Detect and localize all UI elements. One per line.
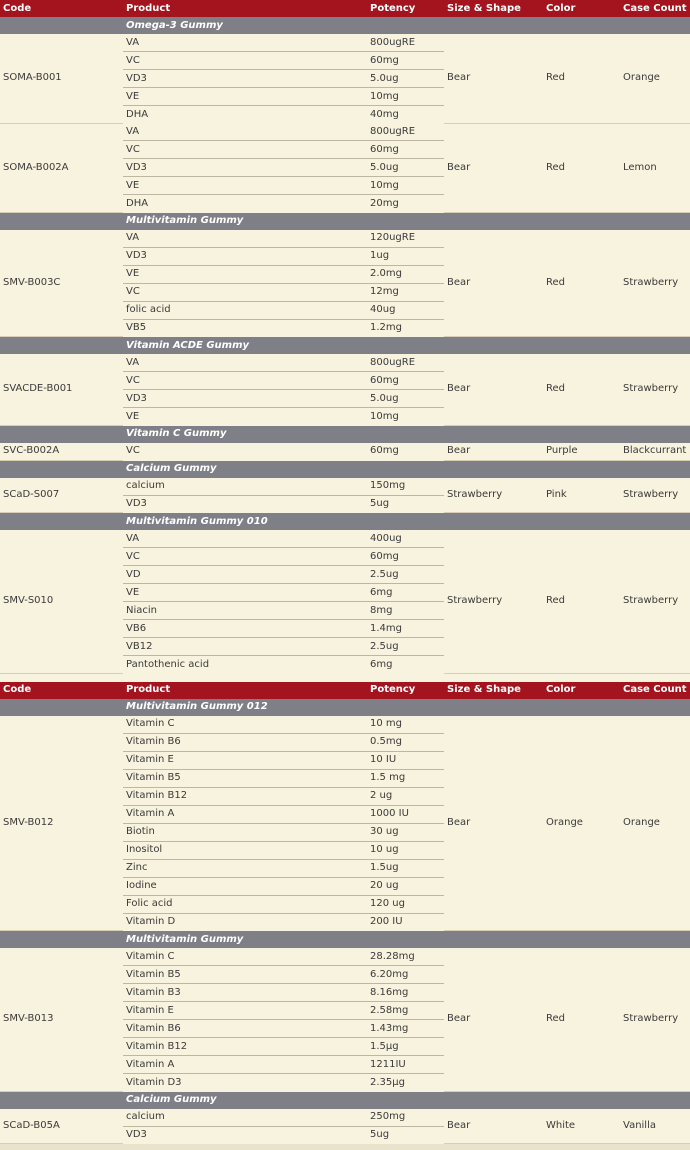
potency-value: 1211IU <box>367 1056 444 1074</box>
ingredient-name: VC <box>126 445 140 457</box>
section-spacer <box>0 931 123 949</box>
ingredient-name: Inositol <box>123 841 367 859</box>
case-count: Orange <box>620 34 690 123</box>
potency-value: 2.5ug <box>367 566 444 584</box>
ingredient-name: VD3 <box>126 498 147 509</box>
header-size-shape: Size & Shape <box>444 0 543 17</box>
ingredient-name: VB6 <box>123 620 367 638</box>
ingredient-name: VC <box>123 141 367 159</box>
ingredient-name: Vitamin E <box>123 1002 367 1020</box>
potency-value: 5.0ug <box>367 70 444 88</box>
table-row <box>0 34 690 52</box>
table-row <box>0 530 690 548</box>
ingredient-name: calcium <box>123 478 367 496</box>
header-potency: Potency <box>367 682 444 699</box>
potency-value: 0.5mg <box>367 733 444 751</box>
header-case-count: Case Count <box>620 0 690 17</box>
potency-value: 10 mg <box>367 716 444 734</box>
potency-value: 1.5μg <box>367 1038 444 1056</box>
potency-value: 6mg <box>367 584 444 602</box>
product-code: SCaD-S007 <box>0 478 123 513</box>
header-row <box>0 0 690 17</box>
ingredient-name: VE <box>126 410 140 422</box>
potency-value: 30 ug <box>367 823 444 841</box>
size-shape: Bear <box>444 1109 543 1144</box>
section-title: Multivitamin Gummy 010 <box>123 513 690 531</box>
table-row <box>0 948 690 966</box>
ingredient-name: VC <box>123 52 367 70</box>
size-shape: Bear <box>444 34 543 123</box>
table-row <box>0 1109 690 1127</box>
header-product: Product <box>123 0 367 17</box>
ingredient-name: VA <box>123 230 367 248</box>
section-title: Calcium Gummy <box>123 1091 690 1109</box>
potency-value: 5ug <box>370 1129 390 1140</box>
ingredient-name: DHA <box>126 197 149 209</box>
header-product: Product <box>123 682 367 699</box>
potency-value: 800ugRE <box>367 34 444 52</box>
potency-value: 5.0ug <box>367 159 444 177</box>
ingredient-name: DHA <box>126 108 149 120</box>
table-gap <box>0 674 690 682</box>
potency-value: 60mg <box>367 372 444 390</box>
ingredient-name: VD3 <box>123 159 367 177</box>
potency-value: 6.20mg <box>367 966 444 984</box>
potency-value: 2.5ug <box>367 638 444 656</box>
potency-value: 150mg <box>367 478 444 496</box>
spec-table <box>0 682 690 1145</box>
section-spacer <box>0 17 123 34</box>
section-title: Multivitamin Gummy 012 <box>123 699 690 716</box>
product-code: SOMA-B002A <box>0 123 123 212</box>
potency-value: 20mg <box>370 197 399 209</box>
ingredient-name: Vitamin B6 <box>123 1020 367 1038</box>
ingredient-name: Folic acid <box>123 895 367 913</box>
potency-value: 10mg <box>367 88 444 106</box>
potency-value: 200 IU <box>370 916 403 927</box>
ingredient-name: Vitamin A <box>123 805 367 823</box>
potency-value: 800ugRE <box>367 123 444 141</box>
potency-value: 40ug <box>367 301 444 319</box>
gummy-color: Red <box>543 354 620 425</box>
potency-value: 120 ug <box>367 895 444 913</box>
potency-value: 1000 IU <box>367 805 444 823</box>
section-title: Vitamin ACDE Gummy <box>123 337 690 355</box>
section-title: Omega-3 Gummy <box>123 17 690 34</box>
potency-value: 120ugRE <box>367 230 444 248</box>
section-row <box>0 699 690 716</box>
section-spacer <box>0 212 123 230</box>
potency-value: 1.5ug <box>367 859 444 877</box>
section-spacer <box>0 699 123 716</box>
product-code: SMV-S010 <box>0 530 123 673</box>
case-count: Strawberry <box>620 530 690 673</box>
potency-value: 40mg <box>370 108 399 120</box>
section-row <box>0 931 690 949</box>
ingredient-name: Niacin <box>123 602 367 620</box>
gummy-color: Red <box>543 230 620 337</box>
section-title: Vitamin C Gummy <box>123 425 690 443</box>
ingredient-name: Vitamin C <box>123 948 367 966</box>
case-count: Strawberry <box>620 354 690 425</box>
gummy-color: Purple <box>543 443 620 461</box>
section-row <box>0 460 690 478</box>
header-code: Code <box>0 0 123 17</box>
potency-value: 1.5 mg <box>367 769 444 787</box>
table-row <box>0 230 690 248</box>
header-row <box>0 682 690 699</box>
size-shape: Bear <box>444 354 543 425</box>
potency-value: 2.58mg <box>367 1002 444 1020</box>
potency-value: 1.2mg <box>370 322 402 333</box>
ingredient-name: Vitamin B6 <box>123 733 367 751</box>
table-row <box>0 716 690 734</box>
ingredient-name: Vitamin E <box>123 751 367 769</box>
potency-value: 400ug <box>367 530 444 548</box>
section-row <box>0 212 690 230</box>
ingredient-name: Vitamin B3 <box>123 984 367 1002</box>
section-title: Multivitamin Gummy <box>123 931 690 949</box>
potency-value: 6mg <box>370 658 393 670</box>
ingredient-name: VD <box>123 566 367 584</box>
potency-value: 10mg <box>370 410 399 422</box>
size-shape: Bear <box>444 443 543 461</box>
section-title: Multivitamin Gummy <box>123 212 690 230</box>
potency-value: 8.16mg <box>367 984 444 1002</box>
product-code: SVACDE-B001 <box>0 354 123 425</box>
gummy-color: Red <box>543 948 620 1091</box>
ingredient-name: VE <box>123 265 367 283</box>
potency-value: 20 ug <box>367 877 444 895</box>
gummy-color: White <box>543 1109 620 1144</box>
case-count: Orange <box>620 716 690 931</box>
potency-value: 60mg <box>367 141 444 159</box>
header-code: Code <box>0 682 123 699</box>
table-row <box>0 354 690 372</box>
product-code: SMV-B012 <box>0 716 123 931</box>
size-shape: Strawberry <box>444 530 543 673</box>
potency-value: 60mg <box>367 548 444 566</box>
table-row <box>0 478 690 496</box>
potency-value: 10mg <box>367 177 444 195</box>
case-count: Lemon <box>620 123 690 212</box>
ingredient-name: Zinc <box>123 859 367 877</box>
ingredient-name: Vitamin D3 <box>126 1076 182 1088</box>
ingredient-name: VA <box>123 530 367 548</box>
ingredient-name: folic acid <box>123 301 367 319</box>
potency-value: 1.4mg <box>367 620 444 638</box>
table-row <box>0 443 690 461</box>
section-spacer <box>0 460 123 478</box>
ingredient-name: Vitamin B5 <box>123 966 367 984</box>
ingredient-name: Vitamin C <box>123 716 367 734</box>
ingredient-name: VE <box>123 88 367 106</box>
product-code: SVC-B002A <box>0 443 123 461</box>
ingredient-name: Vitamin B12 <box>123 1038 367 1056</box>
potency-value: 60mg <box>370 445 399 457</box>
section-spacer <box>0 425 123 443</box>
gummy-color: Red <box>543 34 620 123</box>
header-size-shape: Size & Shape <box>444 682 543 699</box>
ingredient-name: VD3 <box>123 70 367 88</box>
potency-value: 28.28mg <box>367 948 444 966</box>
header-potency: Potency <box>367 0 444 17</box>
case-count: Strawberry <box>620 230 690 337</box>
gummy-color: Red <box>543 123 620 212</box>
ingredient-name: Iodine <box>123 877 367 895</box>
ingredient-name: VC <box>123 548 367 566</box>
size-shape: Bear <box>444 230 543 337</box>
size-shape: Bear <box>444 716 543 931</box>
product-code: SOMA-B001 <box>0 34 123 123</box>
potency-value: 8mg <box>367 602 444 620</box>
ingredient-name: VA <box>123 354 367 372</box>
ingredient-name: Biotin <box>123 823 367 841</box>
potency-value: 1.43mg <box>367 1020 444 1038</box>
ingredient-name: Vitamin B12 <box>123 787 367 805</box>
ingredient-name: VC <box>123 372 367 390</box>
case-count: Strawberry <box>620 478 690 513</box>
section-row <box>0 425 690 443</box>
potency-value: 250mg <box>367 1109 444 1127</box>
ingredient-name: Vitamin A <box>123 1056 367 1074</box>
potency-value: 5.0ug <box>367 390 444 408</box>
potency-value: 10 ug <box>367 841 444 859</box>
case-count: Blackcurrant <box>620 443 690 461</box>
potency-value: 5ug <box>370 498 390 509</box>
ingredient-name: VD3 <box>123 390 367 408</box>
header-case-count: Case Count <box>620 682 690 699</box>
ingredient-name: VA <box>123 123 367 141</box>
ingredient-name: VB12 <box>123 638 367 656</box>
section-row <box>0 337 690 355</box>
section-row <box>0 513 690 531</box>
product-code: SMV-B003C <box>0 230 123 337</box>
gummy-color: Pink <box>543 478 620 513</box>
ingredient-name: VE <box>123 584 367 602</box>
potency-value: 1ug <box>367 247 444 265</box>
section-row <box>0 17 690 34</box>
bottom-bar <box>0 1144 690 1150</box>
potency-value: 2.0mg <box>367 265 444 283</box>
header-color: Color <box>543 682 620 699</box>
potency-value: 2.35μg <box>370 1076 405 1088</box>
product-code: SCaD-B05A <box>0 1109 123 1144</box>
size-shape: Bear <box>444 948 543 1091</box>
potency-value: 800ugRE <box>367 354 444 372</box>
potency-value: 60mg <box>367 52 444 70</box>
ingredient-name: calcium <box>123 1109 367 1127</box>
ingredient-name: VC <box>123 283 367 301</box>
section-spacer <box>0 337 123 355</box>
potency-value: 12mg <box>367 283 444 301</box>
size-shape: Bear <box>444 123 543 212</box>
case-count: Strawberry <box>620 948 690 1091</box>
potency-value: 2 ug <box>367 787 444 805</box>
header-color: Color <box>543 0 620 17</box>
ingredient-name: VE <box>123 177 367 195</box>
section-title: Calcium Gummy <box>123 460 690 478</box>
ingredient-name: Vitamin D <box>126 916 176 927</box>
ingredient-name: VD3 <box>126 1129 147 1140</box>
gummy-color: Orange <box>543 716 620 931</box>
ingredient-name: Vitamin B5 <box>123 769 367 787</box>
section-spacer <box>0 513 123 531</box>
potency-value: 10 IU <box>367 751 444 769</box>
table-row <box>0 123 690 141</box>
product-code: SMV-B013 <box>0 948 123 1091</box>
case-count: Vanilla <box>620 1109 690 1144</box>
ingredient-name: VB5 <box>126 322 147 333</box>
ingredient-name: Pantothenic acid <box>126 658 210 670</box>
ingredient-name: VD3 <box>123 247 367 265</box>
gummy-color: Red <box>543 530 620 673</box>
size-shape: Strawberry <box>444 478 543 513</box>
ingredient-name: VA <box>123 34 367 52</box>
